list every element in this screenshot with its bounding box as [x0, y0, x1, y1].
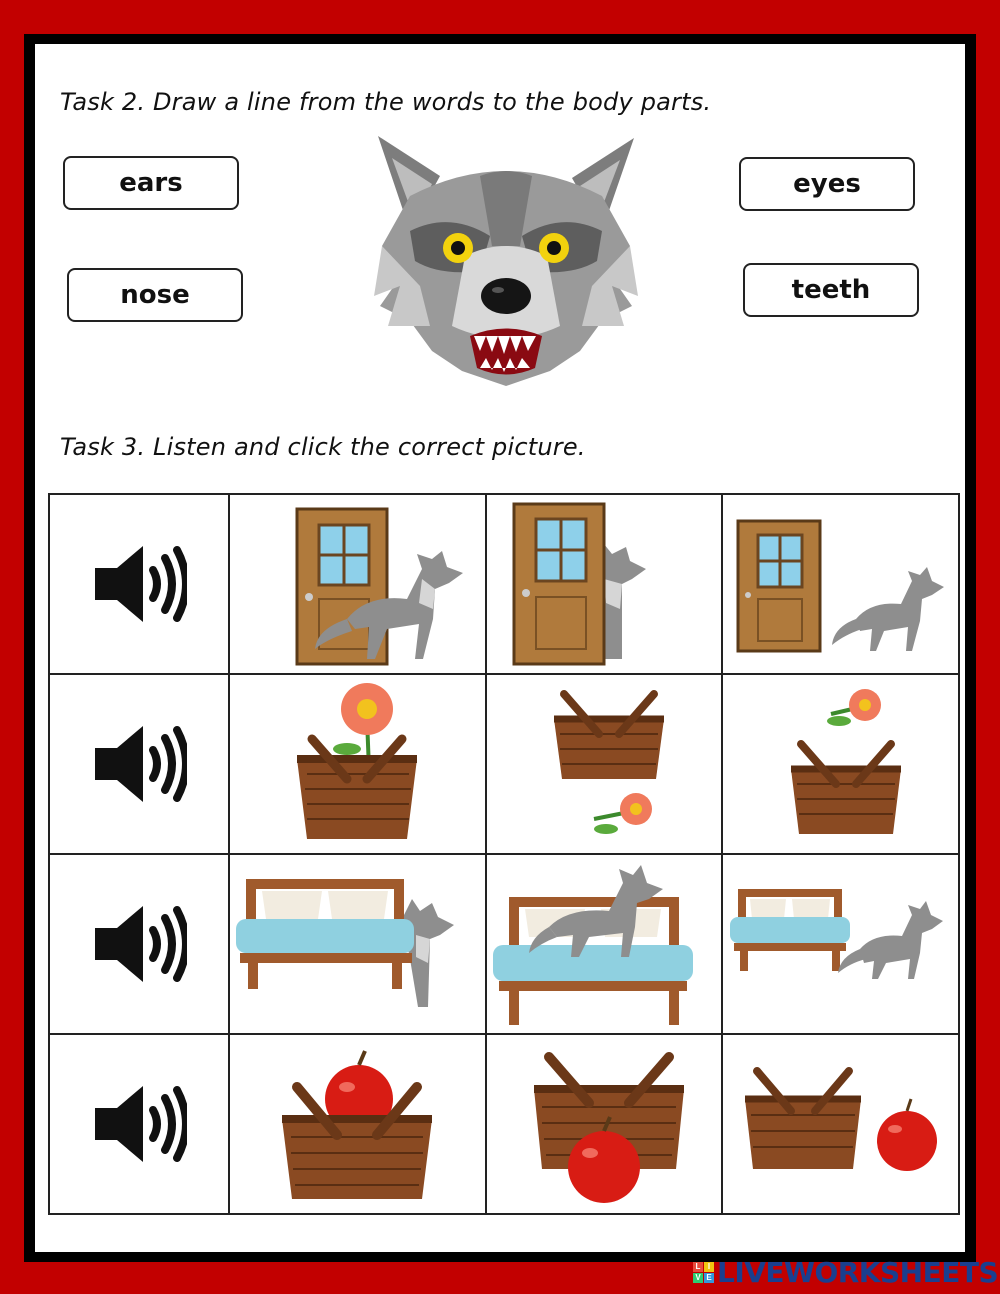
bed-wolf-picture — [232, 859, 482, 1029]
task3-title: Task 3. Listen and click the correct picture. — [60, 433, 586, 461]
option-wolf-behind-door[interactable] — [486, 494, 723, 674]
flower-icon — [827, 689, 881, 726]
logo-letter-i: I — [704, 1262, 714, 1272]
option-wolf-next-to-door[interactable] — [722, 494, 959, 674]
option-wolf-on-bed[interactable] — [486, 854, 723, 1034]
flower-icon — [594, 793, 652, 834]
word-box-ears[interactable]: ears — [63, 156, 239, 210]
option-flower-under-basket[interactable] — [486, 674, 723, 854]
wolf-nose — [481, 278, 531, 314]
audio-cell-1 — [49, 494, 229, 674]
basket-apple-picture — [494, 1039, 714, 1209]
option-wolf-in-front-of-door[interactable] — [229, 494, 486, 674]
logo-letter-v: V — [693, 1273, 703, 1283]
wolf-icon — [832, 567, 944, 651]
logo-letter-l: L — [693, 1262, 703, 1272]
bed-wolf-picture — [726, 869, 956, 1019]
speaker-icon[interactable] — [91, 902, 187, 986]
audio-cell-2 — [49, 674, 229, 854]
logo-letter-e: E — [704, 1273, 714, 1283]
basket-icon — [554, 694, 664, 779]
option-apple-in-basket[interactable] — [229, 1034, 486, 1214]
speaker-icon[interactable] — [91, 542, 187, 626]
option-wolf-next-to-bed[interactable] — [722, 854, 959, 1034]
door-wolf-picture — [237, 499, 477, 669]
option-flower-in-basket[interactable] — [229, 674, 486, 854]
word-box-eyes[interactable]: eyes — [739, 157, 915, 211]
basket-icon — [791, 744, 901, 834]
word-box-nose[interactable]: nose — [67, 268, 243, 322]
option-wolf-behind-bed[interactable] — [229, 854, 486, 1034]
bed-wolf-picture — [489, 857, 719, 1032]
audio-cell-3 — [49, 854, 229, 1034]
audio-cell-4 — [49, 1034, 229, 1214]
speaker-icon[interactable] — [91, 722, 187, 806]
basket-apple-picture — [237, 1039, 477, 1209]
task2-title: Task 2. Draw a line from the words to the body parts. — [60, 88, 712, 116]
option-apple-next-to-basket[interactable] — [722, 1034, 959, 1214]
liveworksheets-watermark — [693, 1256, 998, 1289]
bed-icon — [730, 889, 850, 971]
basket-flower-picture — [237, 679, 477, 849]
word-box-teeth[interactable]: teeth — [743, 263, 919, 317]
option-apple-in-front-of-basket[interactable] — [486, 1034, 723, 1214]
basket-icon — [745, 1071, 861, 1169]
bed-icon — [236, 879, 414, 989]
apple-icon — [877, 1099, 937, 1171]
task3-grid — [48, 493, 960, 1215]
door-wolf-picture — [726, 509, 956, 659]
watermark-text: LIVEWORKSHEETS — [717, 1256, 999, 1289]
basket-apple-picture — [731, 1059, 951, 1189]
door-wolf-picture — [494, 499, 714, 669]
wolf-icon — [838, 901, 943, 979]
liveworksheets-logo — [693, 1262, 714, 1283]
basket-flower-picture — [731, 679, 951, 849]
basket-icon — [297, 739, 417, 839]
basket-flower-picture — [494, 679, 714, 849]
option-flower-above-basket[interactable] — [722, 674, 959, 854]
speaker-icon[interactable] — [91, 1082, 187, 1166]
wolf-face-image[interactable] — [370, 136, 642, 388]
